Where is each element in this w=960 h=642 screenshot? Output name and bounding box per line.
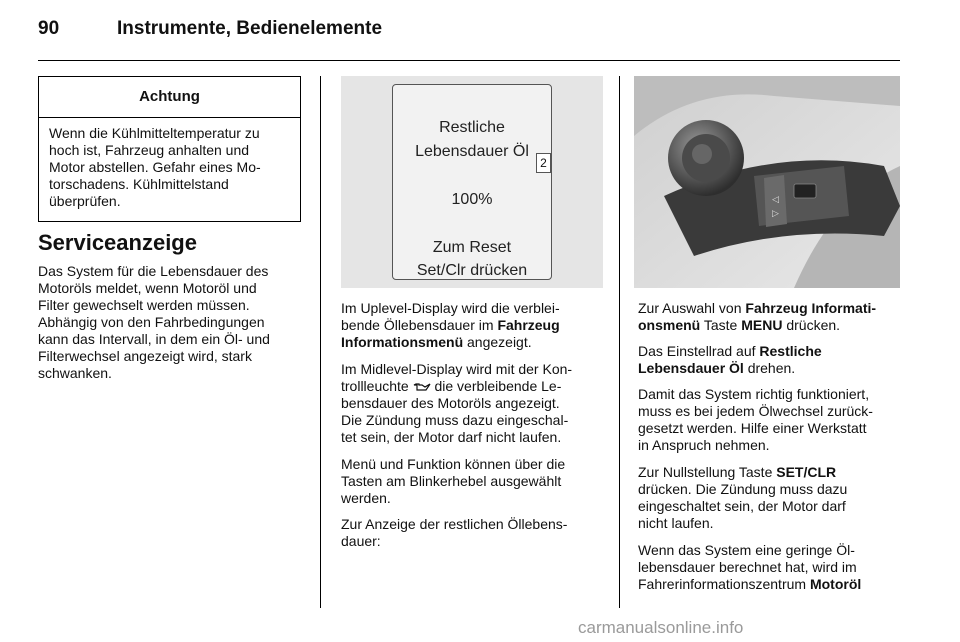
warning-box [38, 76, 301, 222]
text-line: eingeschaltet sein, der Motor darf [638, 498, 846, 514]
warning-line: hoch ist, Fahrzeug anhalten und [49, 142, 250, 158]
text-span: die verbleibende Le- [430, 378, 562, 394]
text-line: werden. [341, 490, 391, 506]
warning-title: Achtung [39, 77, 300, 118]
bold-term: Informationsmenü [341, 334, 464, 350]
bold-term: SET/CLR [776, 464, 837, 480]
col3-paragraph-3 [638, 386, 873, 454]
column-divider-1 [320, 76, 321, 608]
text-span: bende Öllebensdauer im [341, 317, 498, 333]
bold-term: Fahrzeug [497, 317, 560, 333]
text-line: gesetzt werden. Hilfe einer Werkstatt [638, 420, 867, 436]
bold-term: Lebensdauer Öl [638, 360, 744, 376]
text-span: drehen. [743, 360, 796, 376]
service-line: Das System für die Lebensdauer des [38, 263, 269, 279]
text-line: dauer: [341, 533, 381, 549]
oil-can-icon [413, 382, 431, 392]
display-illustration [341, 76, 603, 288]
display-line-restliche: Restliche [439, 119, 505, 136]
text-line: muss es bei jedem Ölwechsel zurück- [638, 403, 873, 419]
text-line: Tasten am Blinkerhebel ausgewählt [341, 473, 562, 489]
bold-term: MENU [741, 317, 783, 333]
lever-illustration [634, 76, 900, 288]
warning-line: torschadens. Kühlmittelstand [49, 176, 229, 192]
text-line: Im Uplevel-Display wird die verblei- [341, 300, 560, 316]
text-line: nicht laufen. [638, 515, 714, 531]
section-title: Instrumente, Bedienelemente [117, 18, 383, 39]
text-line: Damit das System richtig funktioniert, [638, 386, 870, 402]
display-badge: 2 [536, 153, 551, 173]
svg-text:◁: ◁ [772, 195, 779, 205]
service-line: Motoröls meldet, wenn Motoröl und [38, 280, 257, 296]
text-line [341, 317, 560, 334]
bold-term: Fahrzeug Informati- [745, 300, 877, 316]
text-line: in Anspruch nehmen. [638, 437, 770, 453]
text-line: drücken. Die Zündung muss dazu [638, 481, 848, 497]
col3-paragraph-5 [638, 542, 861, 593]
text-span: drücken. [782, 317, 841, 333]
col3-paragraph-4 [638, 464, 847, 532]
text-line: Wenn das System eine geringe Öl- [638, 542, 855, 558]
col3-paragraph-2 [638, 343, 822, 377]
watermark: carmanualsonline.info [578, 618, 744, 637]
col2-paragraph-4 [341, 516, 567, 550]
header-rule [38, 60, 900, 61]
text-line: Die Zündung muss dazu eingeschal- [341, 412, 569, 428]
display-line-reset: Zum Reset [432, 239, 512, 256]
display-screen [392, 84, 552, 280]
col3-paragraph-1 [638, 300, 876, 334]
page-number: 90 [38, 18, 60, 39]
text-span: Zur Nullstellung Taste [638, 464, 777, 480]
column-divider-2 [619, 76, 620, 608]
text-span: Taste [700, 317, 742, 333]
text-span: trollleuchte [341, 378, 413, 394]
warning-line: überprüfen. [49, 193, 121, 209]
warning-line: Wenn die Kühlmitteltemperatur zu [49, 125, 260, 141]
svg-text:▷: ▷ [772, 209, 779, 219]
text-line: Zur Anzeige der restlichen Öllebens- [341, 516, 568, 532]
display-percent: 100% [451, 191, 493, 208]
lever-photo [634, 76, 900, 288]
text-line [638, 360, 822, 377]
col2-paragraph-3 [341, 456, 565, 507]
text-line [638, 300, 876, 317]
text-line [638, 317, 876, 334]
display-line-lebensdauer: Lebensdauer Öl [415, 143, 529, 160]
text-line [638, 343, 822, 360]
col2-paragraph-2 [341, 361, 572, 446]
service-line: kann das Intervall, in dem ein Öl- und [38, 331, 270, 347]
text-span: Das Einstellrad auf [638, 343, 760, 359]
text-span: Zur Auswahl von [638, 300, 746, 316]
display-line-setclr: Set/Clr drücken [416, 262, 528, 279]
text-span: angezeigt. [463, 334, 532, 350]
warning-text [39, 118, 300, 210]
col2-paragraph-1 [341, 300, 560, 351]
text-line [341, 378, 572, 395]
text-line [341, 334, 560, 351]
bold-term: Motoröl [809, 576, 862, 592]
text-line: tet sein, der Motor darf nicht laufen. [341, 429, 562, 445]
text-line: Im Midlevel-Display wird mit der Kon- [341, 361, 573, 377]
warning-line: Motor abstellen. Gefahr eines Mo- [49, 159, 261, 175]
text-line: lebensdauer berechnet hat, wird im [638, 559, 857, 575]
service-paragraph [38, 263, 270, 382]
service-heading: Serviceanzeige [38, 230, 197, 255]
service-line: Abhängig von den Fahrbedingungen [38, 314, 265, 330]
page-header [38, 14, 900, 54]
service-line: schwanken. [38, 365, 112, 381]
bold-term: onsmenü [638, 317, 701, 333]
text-line: Menü und Funktion können über die [341, 456, 566, 472]
text-span: Fahrerinformationszentrum [638, 576, 810, 592]
text-line: bensdauer des Motoröls angezeigt. [341, 395, 560, 411]
service-line: Filter gewechselt werden müssen. [38, 297, 250, 313]
bold-term: Restliche [759, 343, 822, 359]
text-line [638, 464, 847, 481]
service-line: Filterwechsel angezeigt wird, stark [38, 348, 252, 364]
text-line [638, 576, 861, 593]
